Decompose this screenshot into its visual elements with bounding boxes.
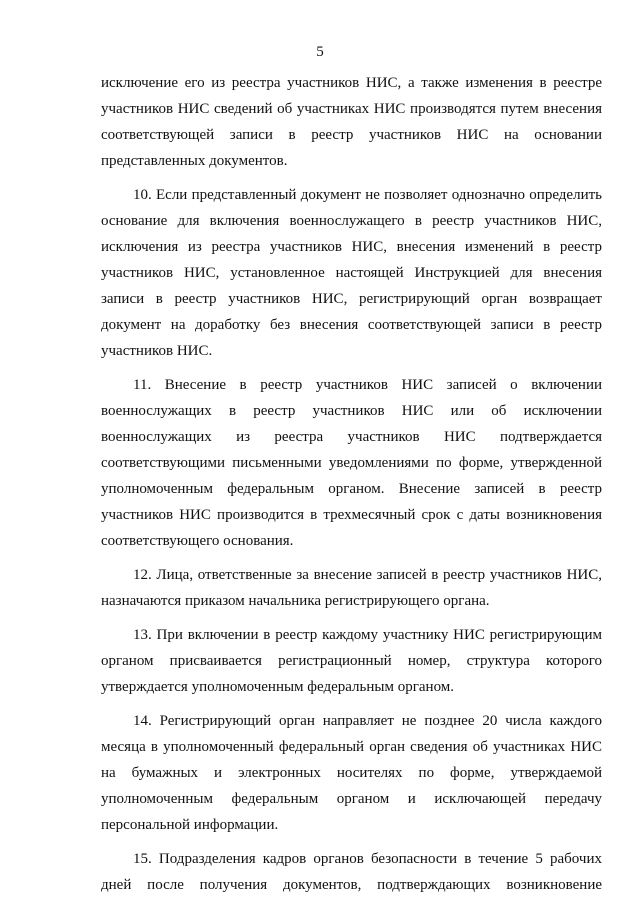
paragraph-gap [101,364,602,372]
paragraph-gap [101,174,602,182]
document-body [101,70,602,898]
text-line: исключение его из реестра участников НИС, а также изменения в реестре [101,75,602,91]
text-line: военнослужащих из реестра участников НИС подтверждается [101,429,602,445]
paragraph [101,562,602,614]
paragraph [101,70,602,174]
paragraph [101,372,602,554]
text-line: представленных документов. [101,153,288,169]
paragraph [101,708,602,838]
text-line: записи в реестр участников НИС, регистрирующий орган возвращает [101,291,602,307]
paragraph [101,182,602,364]
text-line: уполномоченным федеральным органом. Внесение записей в реестр [101,481,602,497]
text-line: документ на доработку без внесения соответствующей записи в реестр [101,317,602,333]
text-line: на бумажных и электронных носителях по форме, утверждаемой [101,765,602,781]
paragraph-gap [101,700,602,708]
text-line: органом присваивается регистрационный номер, структура которого [101,653,602,669]
text-line: 13. При включении в реестр каждому участнику НИС регистрирующим [133,627,602,643]
text-line: соответствующими письменными уведомлениями по форме, утвержденной [101,455,602,471]
text-line: соответствующей записи в реестр участников НИС на основании [101,127,602,143]
text-line: участников НИС, установленное настоящей Инструкцией для внесения [101,265,602,281]
text-line: месяца в уполномоченный федеральный орган сведения об участниках НИС [101,739,602,755]
text-line: 14. Регистрирующий орган направляет не позднее 20 числа каждого [133,713,602,729]
paragraph-gap [101,838,602,846]
text-line: 11. Внесение в реестр участников НИС записей о включении [133,377,602,393]
paragraph [101,622,602,700]
page-number: 5 [316,44,324,60]
paragraph-gap [101,554,602,562]
text-line: уполномоченным федеральным органом и исключающей передачу [101,791,602,807]
paragraph-gap [101,614,602,622]
text-line: утверждается уполномоченным федеральным органом. [101,679,455,695]
text-line: 10. Если представленный документ не позволяет однозначно определить [133,187,602,203]
text-line: военнослужащих в реестр участников НИС или об исключении [101,403,602,419]
text-line: участников НИС. [101,343,213,359]
text-line: 12. Лица, ответственные за внесение записей в реестр участников НИС, [133,567,602,583]
paragraph [101,846,602,898]
text-line: дней после получения документов, подтверждающих возникновение [101,877,602,893]
text-line: участников НИС сведений об участниках НИС производятся путем внесения [101,101,602,117]
text-line: соответствующего основания. [101,533,294,549]
text-line: участников НИС производится в трехмесячный срок с даты возникновения [101,507,602,523]
text-line: назначаются приказом начальника регистрирующего органа. [101,593,490,609]
text-line: персональной информации. [101,817,279,833]
text-line: 15. Подразделения кадров органов безопасности в течение 5 рабочих [133,851,602,867]
text-line: основание для включения военнослужащего в реестр участников НИС, [101,213,602,229]
text-line: исключения из реестра участников НИС, внесения изменений в реестр [101,239,602,255]
